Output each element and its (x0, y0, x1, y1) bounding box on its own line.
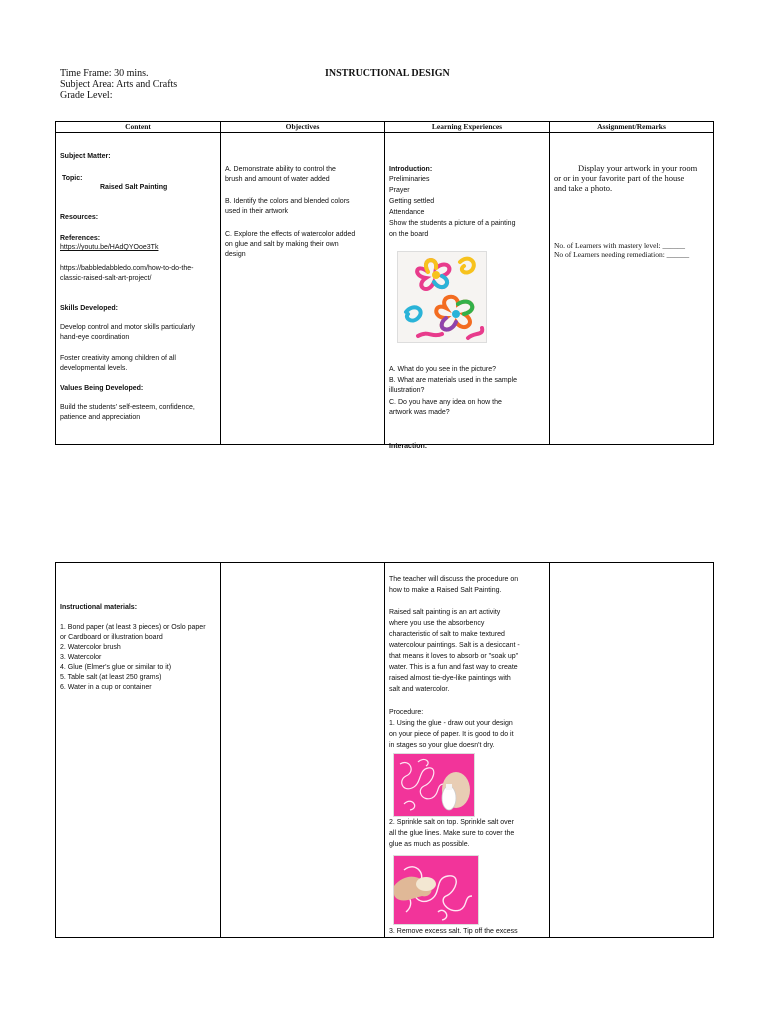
assignment-line-3: and take a photo. (554, 183, 613, 193)
content-cell (56, 133, 221, 445)
introduction-label: Introduction: (389, 166, 433, 173)
topic-value: Raised Salt Painting (100, 184, 168, 191)
materials-cell (56, 563, 221, 938)
header-objectives: Objectives (221, 122, 385, 133)
material-1-line-2: or Cardboard or illustration board (60, 634, 163, 641)
description-line-3: characteristic of salt to make textured (389, 631, 505, 638)
show-picture-line-1: Show the students a picture of a painting (389, 220, 516, 227)
step-2-salt-photo (393, 855, 479, 925)
question-c-line-1: C. Do you have any idea on how the (389, 399, 502, 406)
objective-b-line-1: B. Identify the colors and blended colors (225, 198, 350, 205)
objective-a-line-1: A. Demonstrate ability to control the (225, 166, 336, 173)
getting-settled: Getting settled (389, 198, 435, 205)
assignment-cell (550, 133, 714, 445)
skill-1-line-2: hand-eye coordination (60, 334, 130, 341)
step-1-line-3: in stages so your glue doesn't dry. (389, 742, 495, 749)
skill-1-line-1: Develop control and motor skills particularly (60, 324, 195, 331)
lesson-plan-table (55, 121, 714, 450)
assignment-line-2: or or in your favorite part of the house (554, 173, 685, 183)
header-content: Content (56, 122, 221, 133)
interaction-label: Interaction: (389, 443, 428, 450)
values-line-1: Build the students' self-esteem, confidence, (60, 404, 195, 411)
header-learning-experiences: Learning Experiences (385, 122, 550, 133)
objective-c-line-3: design (225, 251, 246, 258)
objective-c-line-1: C. Explore the effects of watercolor added (225, 231, 356, 238)
reference-link-youtube[interactable]: https://youtu.be/HAdQYOoe3Tk (60, 244, 159, 251)
procedure-cell (385, 563, 550, 938)
time-frame: Time Frame: 30 mins. (60, 68, 149, 79)
description-line-1: Raised salt painting is an art activity (389, 609, 501, 616)
materials-heading: Instructional materials: (60, 604, 138, 611)
show-picture-line-2: on the board (389, 231, 429, 238)
step-1-line-1: 1. Using the glue - draw out your design (389, 720, 513, 727)
step-2-line-3: glue as much as possible. (389, 841, 470, 848)
skills-heading: Skills Developed: (60, 305, 118, 312)
description-line-5: that means it loves to absorb or "soak up" (389, 653, 519, 660)
objective-c-line-2: on glue and salt by making their own (225, 241, 339, 248)
material-6: 6. Water in a cup or container (60, 684, 152, 691)
description-line-4: watercolour paintings. Salt is a desiccant - (389, 642, 520, 649)
procedure-intro-line-1: The teacher will discuss the procedure on (389, 576, 519, 583)
assignment-line-1: Display your artwork in your room (578, 163, 698, 173)
mastery-count: No. of Learners with mastery level: ______ (554, 241, 686, 250)
lesson-plan-table-continued (55, 562, 714, 938)
material-1-line-1: 1. Bond paper (at least 3 pieces) or Oslo paper (60, 624, 206, 631)
step-2-line-2: all the glue lines. Make sure to cover the (389, 830, 515, 837)
description-line-7: raised almost tie-dye-like paintings with (389, 675, 511, 682)
skill-2-line-2: developmental levels. (60, 365, 128, 372)
skill-2-line-1: Foster creativity among children of all (60, 355, 176, 362)
learning-experiences-cell (385, 133, 550, 450)
step-1-glue-photo (393, 753, 475, 817)
topic-label: Topic: (62, 175, 83, 182)
document-title: INSTRUCTIONAL DESIGN (325, 68, 450, 79)
question-a: A. What do you see in the picture? (389, 366, 497, 373)
objectives-cell (221, 133, 385, 445)
description-line-8: salt and watercolor. (389, 686, 450, 693)
grade-level: Grade Level: (60, 90, 113, 101)
reference-link-babble-1[interactable]: https://babbledabbledo.com/how-to-do-the- (60, 265, 194, 272)
description-line-6: water. This is a fun and fast way to create (389, 664, 518, 671)
material-3: 3. Watercolor (60, 654, 102, 661)
reference-link-babble-2[interactable]: classic-raised-salt-art-project/ (60, 275, 152, 282)
objective-a-line-2: brush and amount of water added (225, 176, 330, 183)
resources-label: Resources: (60, 214, 99, 221)
step-3-line-1: 3. Remove excess salt. Tip off the excess (389, 928, 518, 935)
values-line-2: patience and appreciation (60, 414, 141, 421)
attendance: Attendance (389, 209, 425, 216)
question-b-line-1: B. What are materials used in the sample (389, 377, 518, 384)
preliminaries: Preliminaries (389, 176, 430, 183)
remarks-cell-empty (550, 563, 714, 938)
header-info (60, 68, 177, 101)
procedure-label: Procedure: (389, 709, 424, 716)
material-2: 2. Watercolor brush (60, 644, 121, 651)
material-5: 5. Table salt (at least 250 grams) (60, 674, 162, 681)
material-4: 4. Glue (Elmer's glue or similar to it) (60, 664, 172, 671)
references-label: References: (60, 235, 101, 242)
subject-area: Subject Area: Arts and Crafts (60, 79, 178, 90)
remediation-count: No of Learners needing remediation: ______ (554, 250, 690, 259)
salt-painting-sample-image (397, 251, 487, 343)
subject-matter-label: Subject Matter: (60, 153, 111, 160)
header-assignment-remarks: Assignment/Remarks (550, 122, 714, 133)
question-b-line-2: illustration? (389, 387, 425, 394)
values-heading: Values Being Developed: (60, 385, 144, 392)
question-c-line-2: artwork was made? (389, 409, 450, 416)
step-1-line-2: on your piece of paper. It is good to do it (389, 731, 514, 738)
objective-b-line-2: used in their artwork (225, 208, 289, 215)
step-2-line-1: 2. Sprinkle salt on top. Sprinkle salt over (389, 819, 514, 826)
procedure-intro-line-2: how to make a Raised Salt Painting. (389, 587, 502, 594)
objectives-cell-empty (221, 563, 385, 938)
description-line-2: where you use the absorbency (389, 620, 485, 627)
prayer: Prayer (389, 187, 410, 194)
